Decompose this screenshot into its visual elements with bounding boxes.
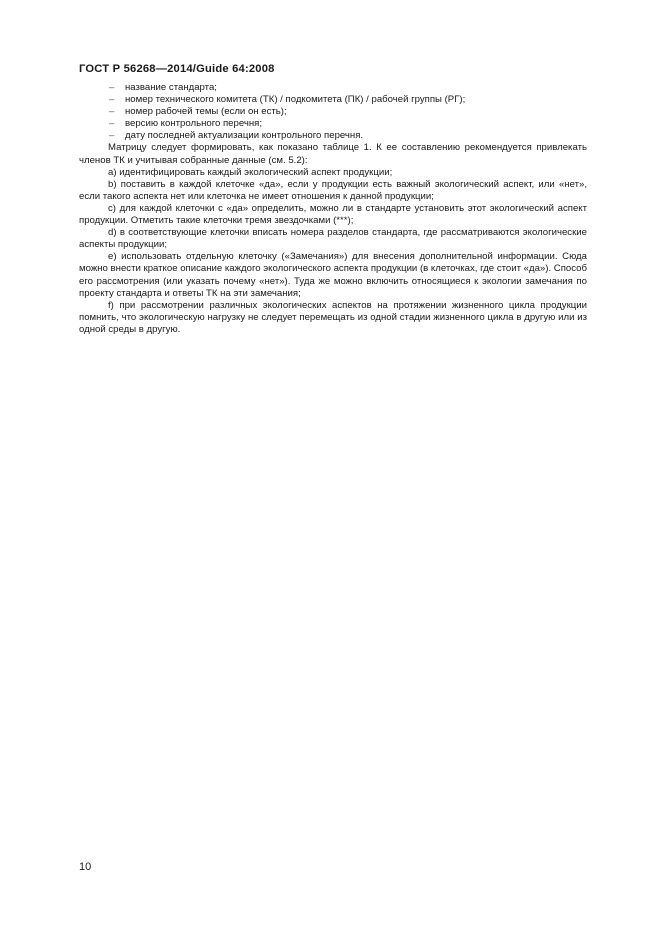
paragraph-item-b: b) поставить в каждой клеточке «да», если у продукции есть важный экологический аспект, или «нет», если такого аспекта нет или клеточка не имеет отношения к данной продукции;: [79, 178, 587, 202]
list-item-text: версию контрольного перечня;: [125, 118, 263, 130]
paragraph-item-f: f) при рассмотрении различных экологических аспектов на протяжении жизненного цикла продукции помнить, что экологическую нагрузку не следует перемещать из одной стадии жизненного цикла в другую или из одной среды в другую.: [79, 299, 587, 335]
page-number: 10: [79, 861, 92, 873]
list-item-text: номер технического комитета (ТК) / подкомитета (ПК) / рабочей группы (РГ);: [125, 94, 466, 106]
paragraph-item-d: d) в соответствующие клеточки вписать номера разделов стандарта, где рассматриваются экологические аспекты продукции;: [79, 227, 587, 251]
paragraph-item-e: e) использовать отдельную клеточку («Замечания») для внесения дополнительной информации. Сюда можно внести краткое описание каждого экологического аспекта продукции (в клеточках, где стоит «да»). Способ его рассмотрения (или указать почему «нет»). Туда же можно включить относящиеся к экологии замечания по проекту стандарта и ответы ТК на эти замечания;: [79, 251, 587, 299]
list-item-text: название стандарта;: [125, 82, 217, 93]
list-item: [79, 94, 587, 106]
dash-marker: –: [109, 130, 115, 142]
list-item-text: номер рабочей темы (если он есть);: [125, 106, 287, 118]
list-item: [79, 106, 587, 118]
paragraph-matrix-intro: Матрицу следует формировать, как показано таблице 1. К ее составлению рекомендуется привлекать членов ТК и учитывая собранные данные (см. 5.2):: [79, 142, 587, 166]
dash-marker: –: [109, 82, 115, 93]
dash-marker: –: [109, 118, 115, 130]
list-item: [79, 118, 587, 130]
document-body: [79, 82, 587, 336]
paragraph-item-c: c) для каждой клеточки с «да» определить, можно ли в стандарте установить этот экологический аспект продукции. Отметить такие клеточки тремя звездочками (***);: [79, 202, 587, 227]
document-header: ГОСТ Р 56268—2014/Guide 64:2008: [79, 63, 275, 75]
dash-marker: –: [109, 94, 115, 106]
list-item: [79, 82, 587, 94]
paragraph-item-a: a) идентифицировать каждый экологический аспект продукции;: [108, 166, 393, 178]
list-item-text: дату последней актуализации контрольного перечня.: [125, 130, 364, 142]
dash-marker: –: [109, 106, 115, 118]
list-item: [79, 130, 587, 142]
